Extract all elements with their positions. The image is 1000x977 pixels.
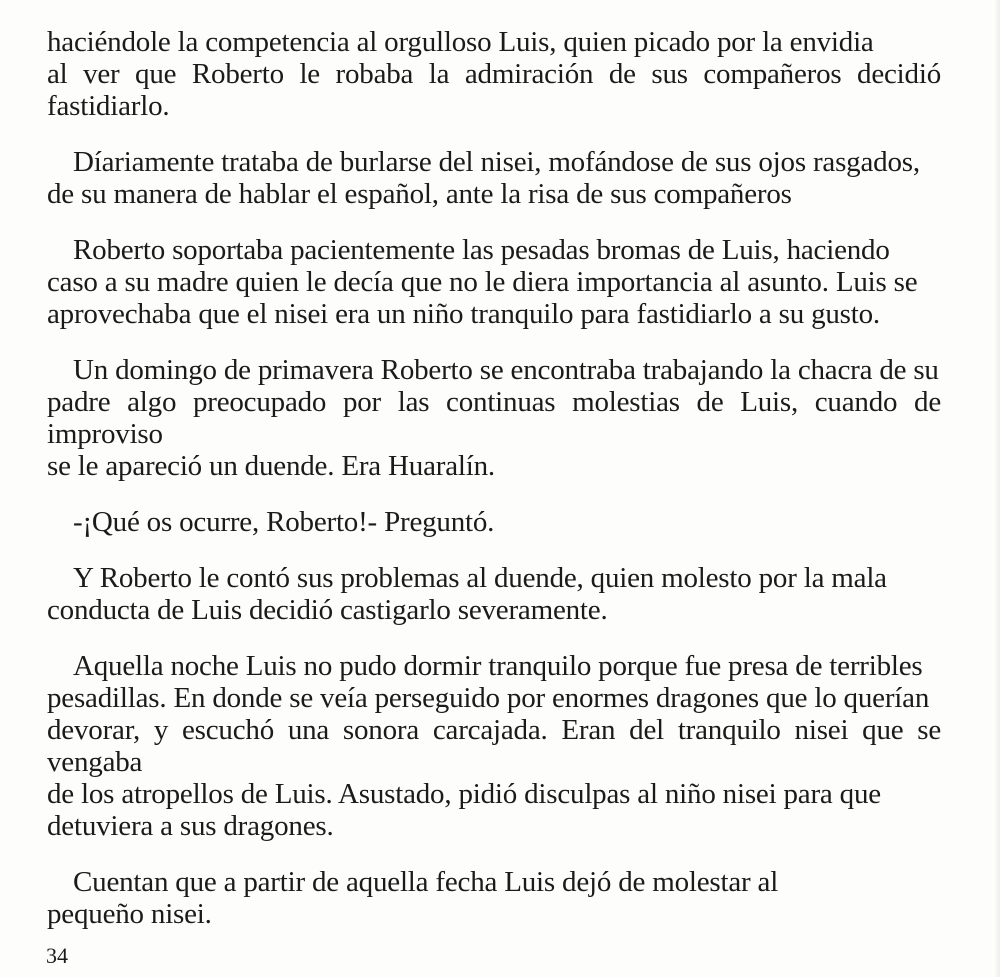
text-line: de su manera de hablar el español, ante la risa de sus compañeros (47, 178, 792, 210)
paragraph-8 (47, 866, 941, 930)
text-line: pequeño nisei. (47, 898, 212, 930)
page-number: 34 (46, 943, 68, 968)
scan-edge-shadow (994, 0, 1000, 977)
paragraph-6 (47, 562, 941, 626)
text-line: Un domingo de primavera Roberto se encontraba trabajando la chacra de su (73, 354, 939, 386)
story-text (47, 26, 941, 954)
text-line: al ver que Roberto le robaba la admiración de sus compañeros decidió fastidiarlo. (47, 58, 941, 122)
paragraph-7 (47, 650, 941, 842)
paragraph-5-dialogue (47, 506, 941, 538)
text-line: Cuentan que a partir de aquella fecha Luis dejó de molestar al (73, 866, 779, 898)
text-line: aprovechaba que el nisei era un niño tranquilo para fastidiarlo a su gusto. (47, 298, 880, 330)
text-line: Y Roberto le contó sus problemas al duende, quien molesto por la mala (73, 562, 887, 594)
text-line: de los atropellos de Luis. Asustado, pidió disculpas al niño nisei para que (47, 778, 881, 810)
paragraph-3 (47, 234, 941, 330)
text-line: padre algo preocupado por las continuas molestias de Luis, cuando de improviso (47, 386, 941, 450)
paragraph-1 (47, 26, 941, 122)
text-line: pesadillas. En donde se veía perseguido por enormes dragones que lo querían (47, 682, 930, 714)
text-line: se le apareció un duende. Era Huaralín. (47, 450, 495, 482)
text-line: Aquella noche Luis no pudo dormir tranquilo porque fue presa de terribles (73, 650, 923, 682)
text-line: Díariamente trataba de burlarse del nisei, mofándose de sus ojos rasgados, (73, 146, 920, 178)
text-line: detuviera a sus dragones. (47, 810, 334, 842)
text-line: conducta de Luis decidió castigarlo severamente. (47, 594, 608, 626)
text-line: devorar, y escuchó una sonora carcajada. Eran del tranquilo nisei que se vengaba (47, 714, 941, 778)
text-line: haciéndole la competencia al orgulloso Luis, quien picado por la envidia (47, 26, 874, 58)
text-line: -¡Qué os ocurre, Roberto!- Preguntó. (73, 506, 495, 538)
paragraph-2 (47, 146, 941, 210)
text-line: caso a su madre quien le decía que no le diera importancia al asunto. Luis se (47, 266, 918, 298)
text-line: Roberto soportaba pacientemente las pesadas bromas de Luis, haciendo (73, 234, 890, 266)
paragraph-4 (47, 354, 941, 482)
